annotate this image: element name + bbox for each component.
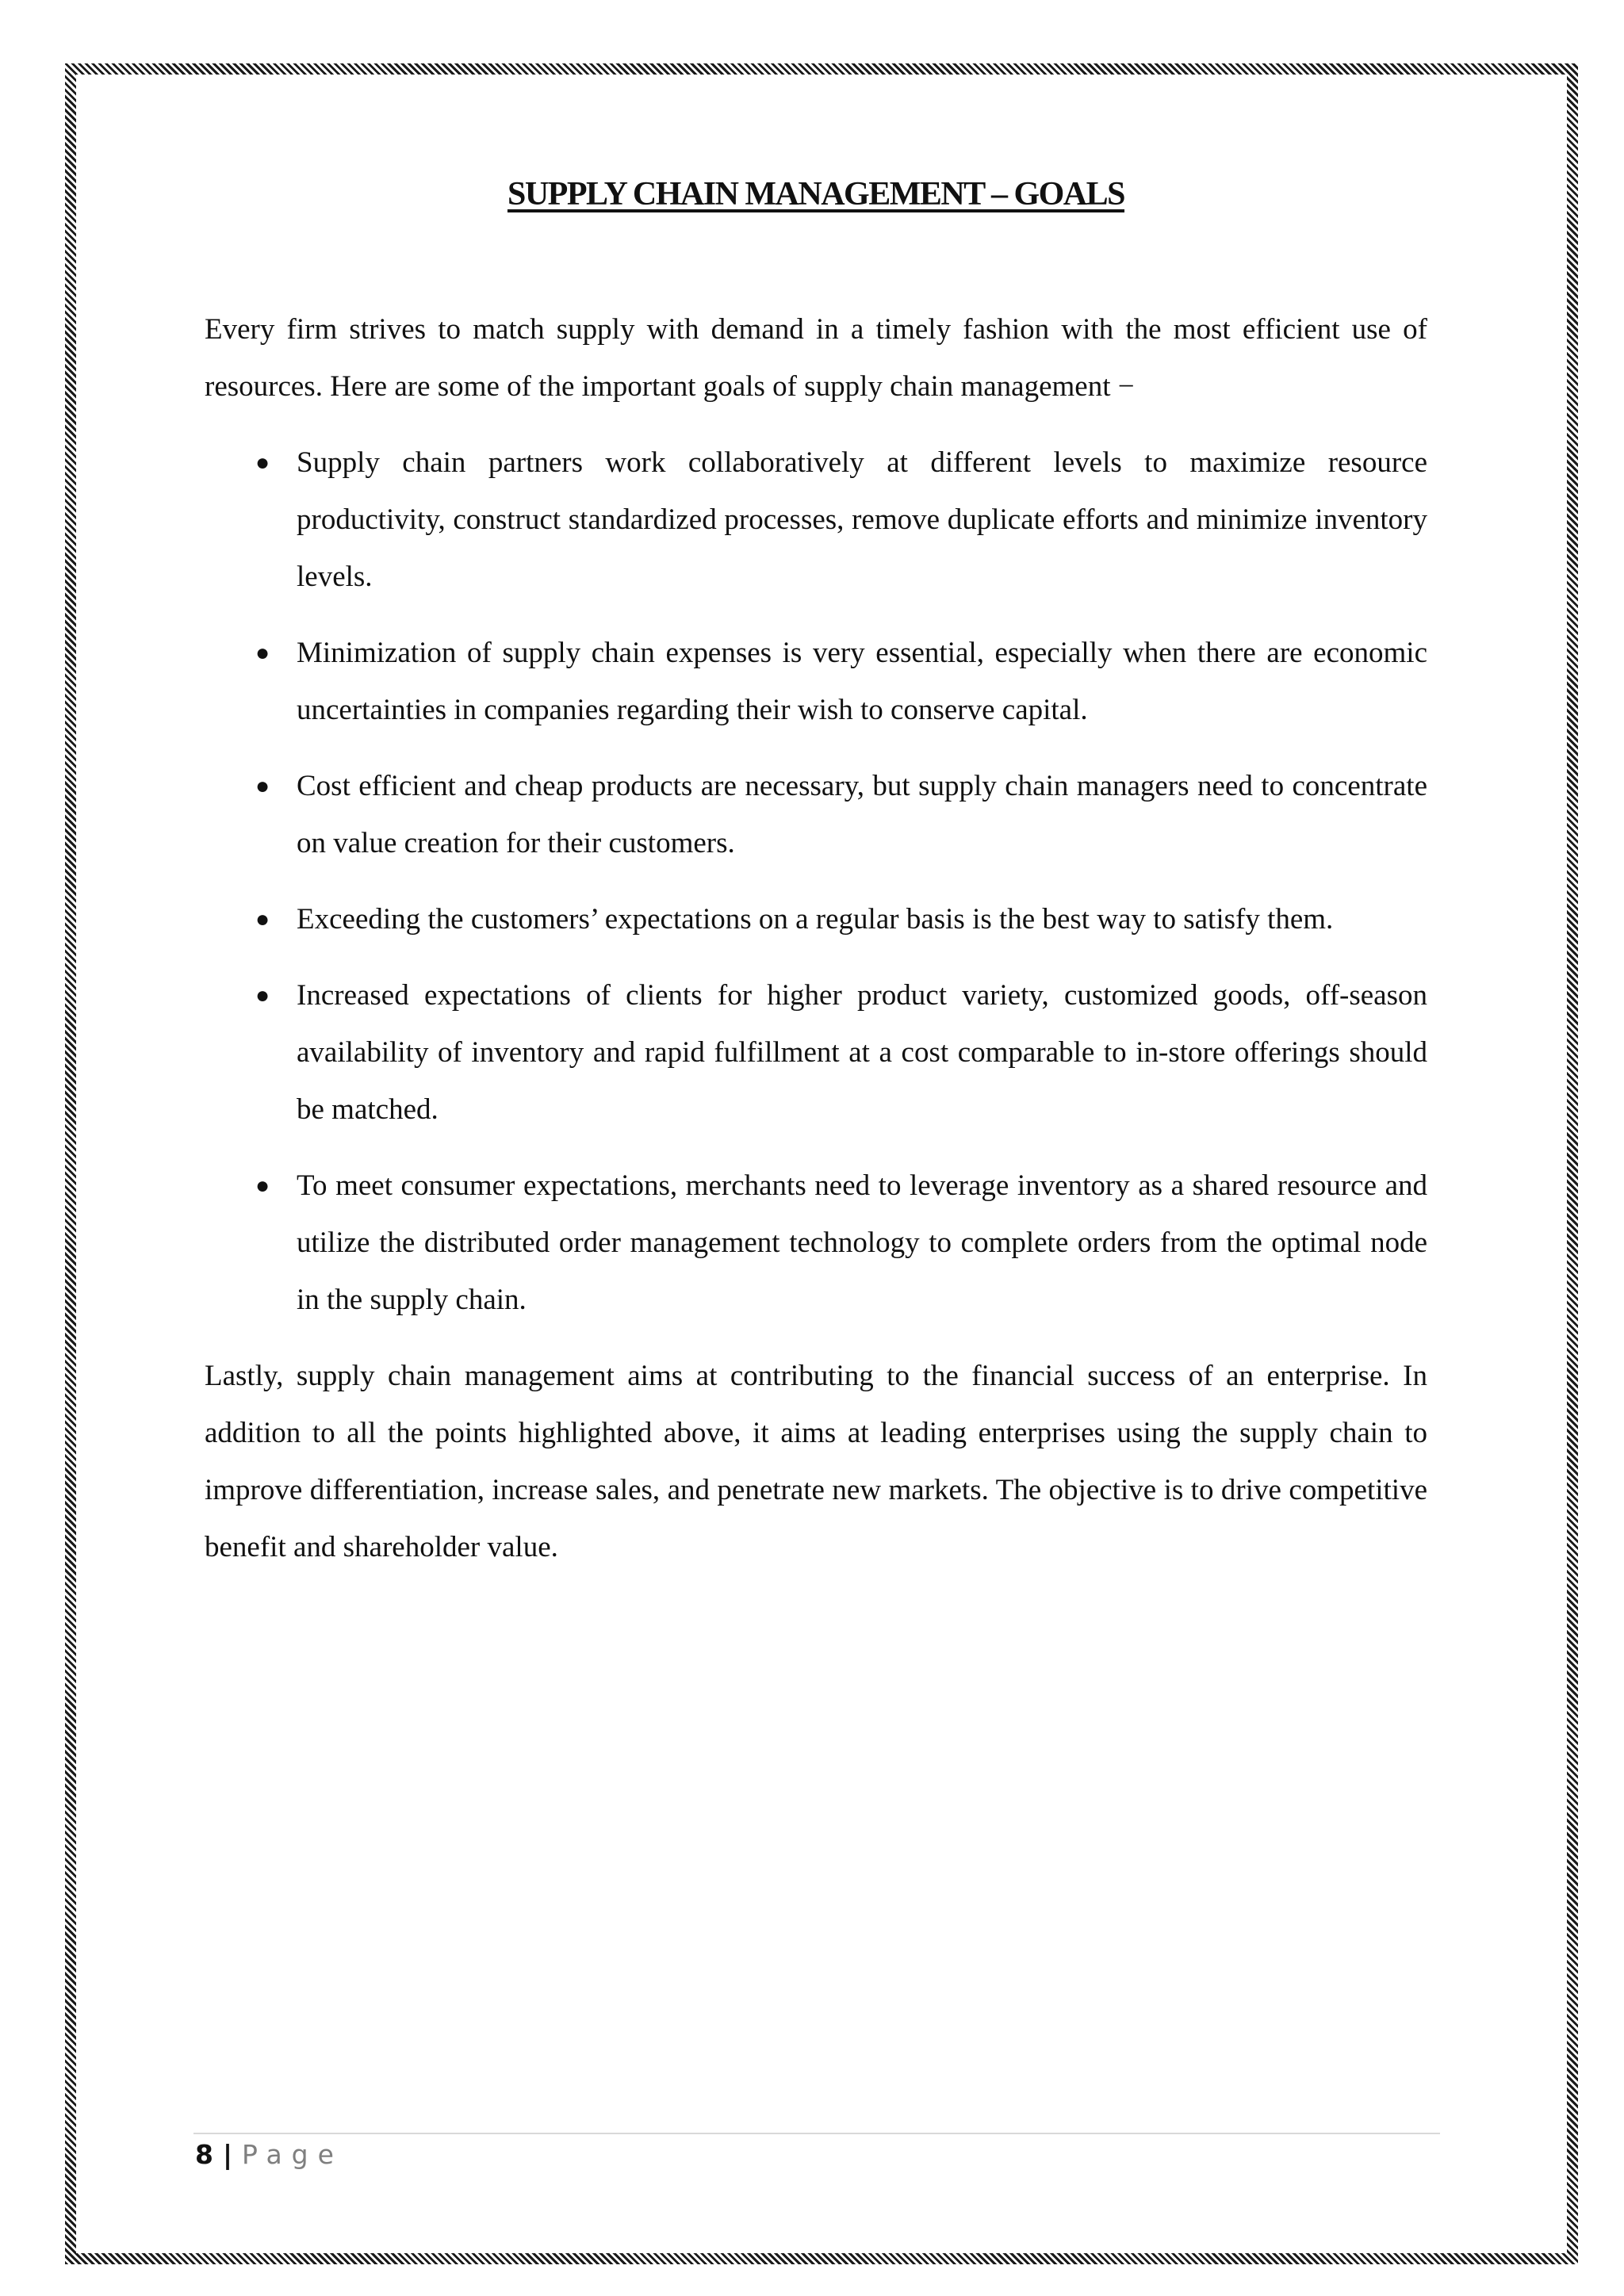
list-item: [205, 1158, 1427, 1329]
closing-paragraph: Lastly, supply chain management aims at contributing to the financial success of an enterprise. In addition to all the points highlighted above, it aims at leading enterprises using the supply chain to improve differentiation, increase sales, and penetrate new markets. The objective is to drive competitive benefit and shareholder value.: [205, 1360, 1427, 1563]
list-item-text: Increased expectations of clients for higher product variety, customized goods, off-season availability of inventory and rapid fulfillment at a cost comparable to in-store offerings should be matched.: [297, 979, 1427, 1126]
footer-divider: [193, 2133, 1440, 2134]
document-body: [205, 171, 1427, 1576]
bullet-icon: ●: [255, 773, 270, 799]
list-item-text: Cost efficient and cheap products are necessary, but supply chain managers need to concentrate on value creation for their customers.: [297, 770, 1427, 859]
bullet-icon: ●: [255, 1173, 270, 1199]
footer-separator: |: [222, 2139, 233, 2170]
bullet-icon: ●: [255, 906, 270, 932]
list-item-text: Supply chain partners work collaboratively at different levels to maximize resource productivity, construct standardized processes, remove duplicate efforts and minimize inventory levels.: [297, 446, 1427, 593]
list-item-text: To meet consumer expectations, merchants need to leverage inventory as a shared resource and utilize the distributed order management technology to complete orders from the optimal node in the supply chain.: [297, 1169, 1427, 1316]
bullet-icon: ●: [255, 640, 270, 666]
page-number: 8: [195, 2139, 213, 2170]
list-item-text: Exceeding the customers’ expectations on a regular basis is the best way to satisfy them.: [297, 903, 1334, 936]
goals-list: [205, 434, 1427, 1329]
intro-paragraph: Every firm strives to match supply with demand in a timely fashion with the most efficient use of resources. Here are some of the important goals of supply chain management −: [205, 313, 1427, 403]
page-label: Page: [242, 2139, 343, 2170]
page-footer: [195, 2136, 343, 2174]
list-item: [205, 891, 1427, 948]
list-item-text: Minimization of supply chain expenses is very essential, especially when there are economic uncertainties in companies regarding their wish to conserve capital.: [297, 637, 1427, 726]
list-item: [205, 758, 1427, 872]
list-item: [205, 434, 1427, 606]
list-item: [205, 967, 1427, 1138]
bullet-icon: ●: [255, 450, 270, 476]
page-title: SUPPLY CHAIN MANAGEMENT – GOALS: [507, 176, 1125, 212]
bullet-icon: ●: [255, 982, 270, 1008]
list-item: [205, 625, 1427, 739]
